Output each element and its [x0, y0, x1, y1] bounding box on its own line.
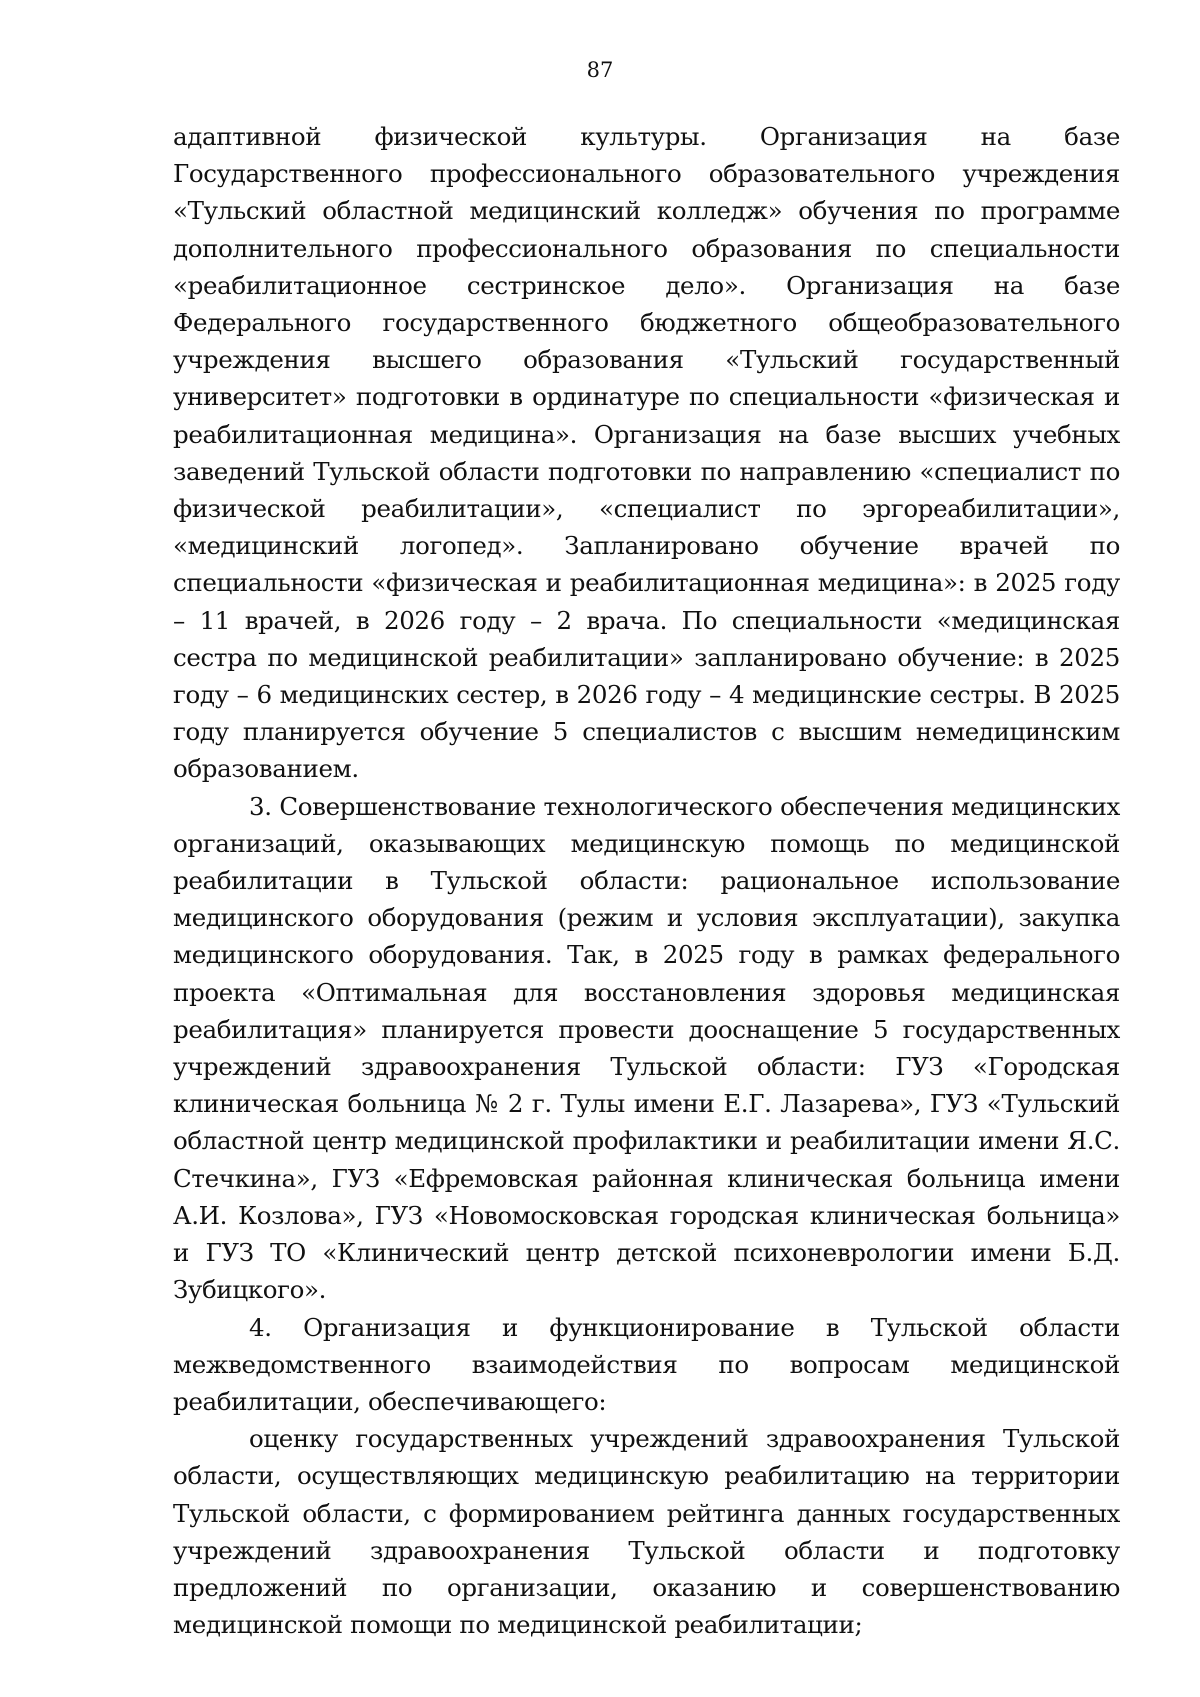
paragraph-continuation: адаптивной физической культуры. Организация на базе Государственного профессионального образовательного учреждения «Тульский областной медицинский колледж» обучения по программе дополнительного профессионального образования по специальности «реабилитационное сестринское дело». Организация на базе Федерального государственного бюджетного общеобразовательного учреждения высшего образования «Тульский государственный университет» подготовки в ординатуре по специальности «физическая и реабилитационная медицина». Организация на базе высших учебных заведений Тульской области подготовки по направлению «специалист по физической реабилитации», «специалист по эргореабилитации», «медицинский логопед». Запланировано обучение врачей по специальности «физическая и реабилитационная медицина»: в 2025 году – 11 врачей, в 2026 году – 2 врача. По специальности «медицинская сестра по медицинской реабилитации» запланировано обучение: в 2025 году – 6 медицинских сестер, в 2026 году – 4 медицинские сестры. В 2025 году планируется обучение 5 специалистов с высшим немедицинским образованием. [173, 122, 1120, 784]
paragraph-subitem: оценку государственных учреждений здравоохранения Тульской области, осуществляющих медицинскую реабилитацию на территории Тульской области, с формированием рейтинга данных государственных учреждений здравоохранения Тульской области и подготовку предложений по организации, оказанию и совершенствованию медицинской помощи по медицинской реабилитации; [173, 1424, 1120, 1640]
paragraph-item-3: 3. Совершенствование технологического обеспечения медицинских организаций, оказывающих медицинскую помощь по медицинской реабилитации в Тульской области: рациональное использование медицинского оборудования (режим и условия эксплуатации), закупка медицинского оборудования. Так, в 2025 году в рамках федерального проекта «Оптимальная для восстановления здоровья медицинская реабилитация» планируется провести дооснащение 5 государственных учреждений здравоохранения Тульской области: ГУЗ «Городская клиническая больница № 2 г. Тулы имени Е.Г. Лазарева», ГУЗ «Тульский областной центр медицинской профилактики и реабилитации имени Я.С. Стечкина», ГУЗ «Ефремовская районная клиническая больница имени А.И. Козлова», ГУЗ «Новомосковская городская клиническая больница» и ГУЗ ТО «Клинический центр детской психоневрологии имени Б.Д. Зубицкого». [173, 791, 1120, 1305]
page-number: 87 [586, 58, 614, 82]
paragraph-item-4: 4. Организация и функционирование в Тульской области межведомственного взаимодействия по вопросам медицинской реабилитации, обеспечивающего: [173, 1312, 1120, 1416]
document-body [173, 118, 1120, 1643]
